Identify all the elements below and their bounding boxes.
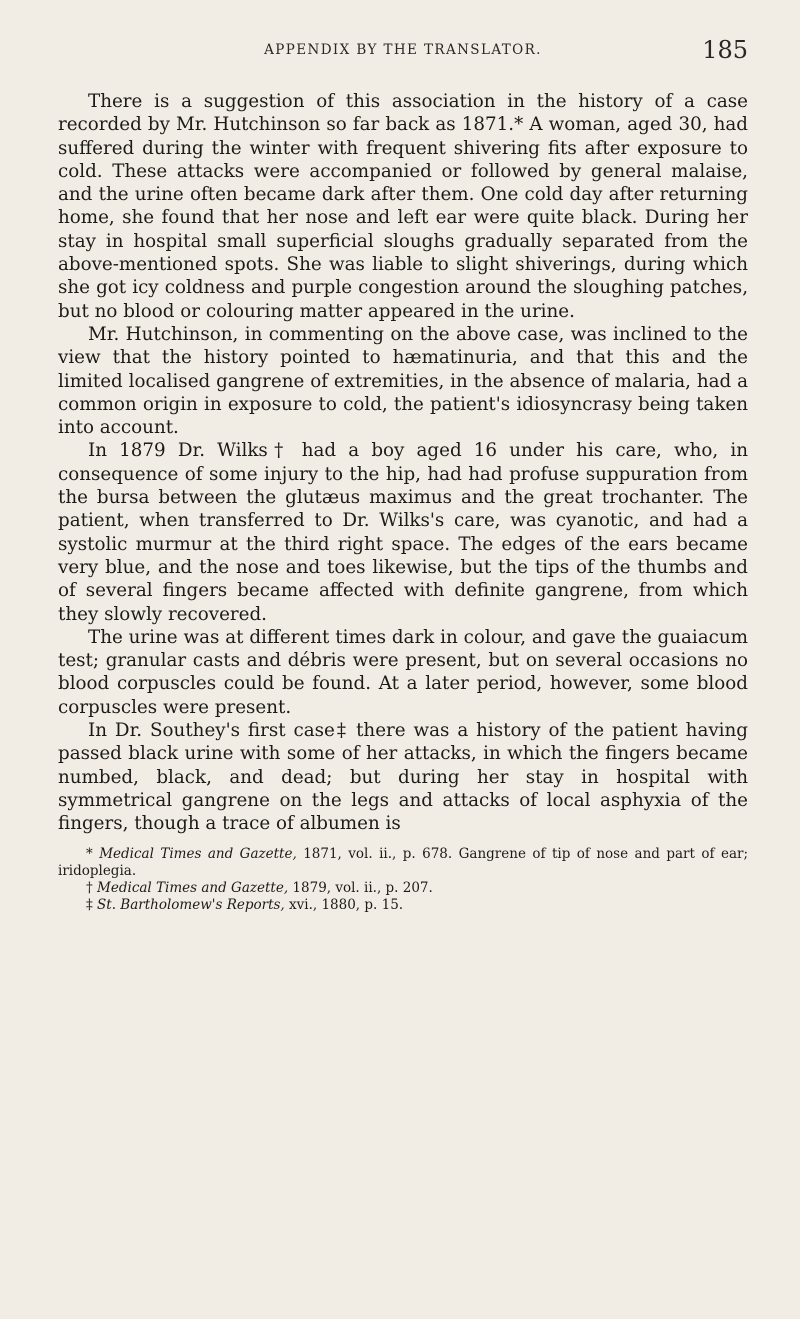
footnote-mark: † (86, 879, 93, 896)
footnote-mark: ‡ (86, 896, 93, 913)
paragraph: In 1879 Dr. Wilks† had a boy aged 16 under his care, who, in consequence of some injury to the hip, had had profuse suppuration from the bursa between the glutæus maximus and the great trochanter. The patient, when transferred to Dr. Wilks's care, was cyanotic, and had a systolic murmur at the third right space. The edges of the ears became very blue, and the nose and toes likewise, but the tips of the thumbs and of several fingers became affected with definite gangrene, from which they slowly recovered. (58, 440, 748, 625)
footnote (58, 880, 748, 897)
page-header (58, 38, 748, 78)
footnote-text: 1879, vol. ii., p. 207. (292, 879, 433, 896)
footnote-source: Medical Times and Gazette, (97, 879, 289, 896)
page-number: 185 (702, 36, 748, 64)
book-page (58, 38, 748, 914)
footnote (58, 846, 748, 880)
paragraph: The urine was at different times dark in colour, and gave the guaiacum test; granular casts and débris were present, but on several occasions no blood corpuscles could be found. At a later period, however, some blood corpuscles were present. (58, 626, 748, 718)
footnote (58, 897, 748, 914)
footnote-source: Medical Times and Gazette, (99, 845, 297, 862)
footnote-mark: * (86, 845, 93, 862)
running-head: APPENDIX BY THE TRANSLATOR. (264, 42, 542, 58)
paragraph: In Dr. Southey's first case‡ there was a history of the patient having passed black urine with some of her attacks, in which the fingers became numbed, black, and dead; but during her stay in hospital with symmetrical gangrene on the legs and attacks of local asphyxia of the fingers, though a trace of albumen is (58, 720, 748, 835)
paragraph: There is a suggestion of this association in the history of a case recorded by Mr. Hutchinson so far back as 1871.* A woman, aged 30, had suffered during the winter with frequent shivering fits after exposure to cold. These attacks were accompanied or followed by general malaise, and the urine often became dark after them. One cold day after returning home, she found that her nose and left ear were quite black. During her stay in hospital small superficial sloughs gradually separated from the above-mentioned spots. She was liable to slight shiverings, during which she got icy coldness and purple congestion around the sloughing patches, but no blood or colouring matter appeared in the urine. (58, 91, 748, 322)
paragraph: Mr. Hutchinson, in commenting on the above case, was inclined to the view that the history pointed to hæmatinuria, and that this and the limited localised gangrene of extremities, in the absence of malaria, had a common origin in exposure to cold, the patient's idiosyncrasy being taken into account. (58, 323, 748, 439)
footnote-source: St. Bartholomew's Reports, (97, 896, 285, 913)
footnotes (58, 846, 748, 914)
body-text (58, 90, 748, 836)
footnote-text: xvi., 1880, p. 15. (289, 896, 404, 913)
footnote-text: 1871, vol. ii., p. 678. Gangrene of tip of nose and part of ear; iridoplegia. (58, 845, 748, 879)
